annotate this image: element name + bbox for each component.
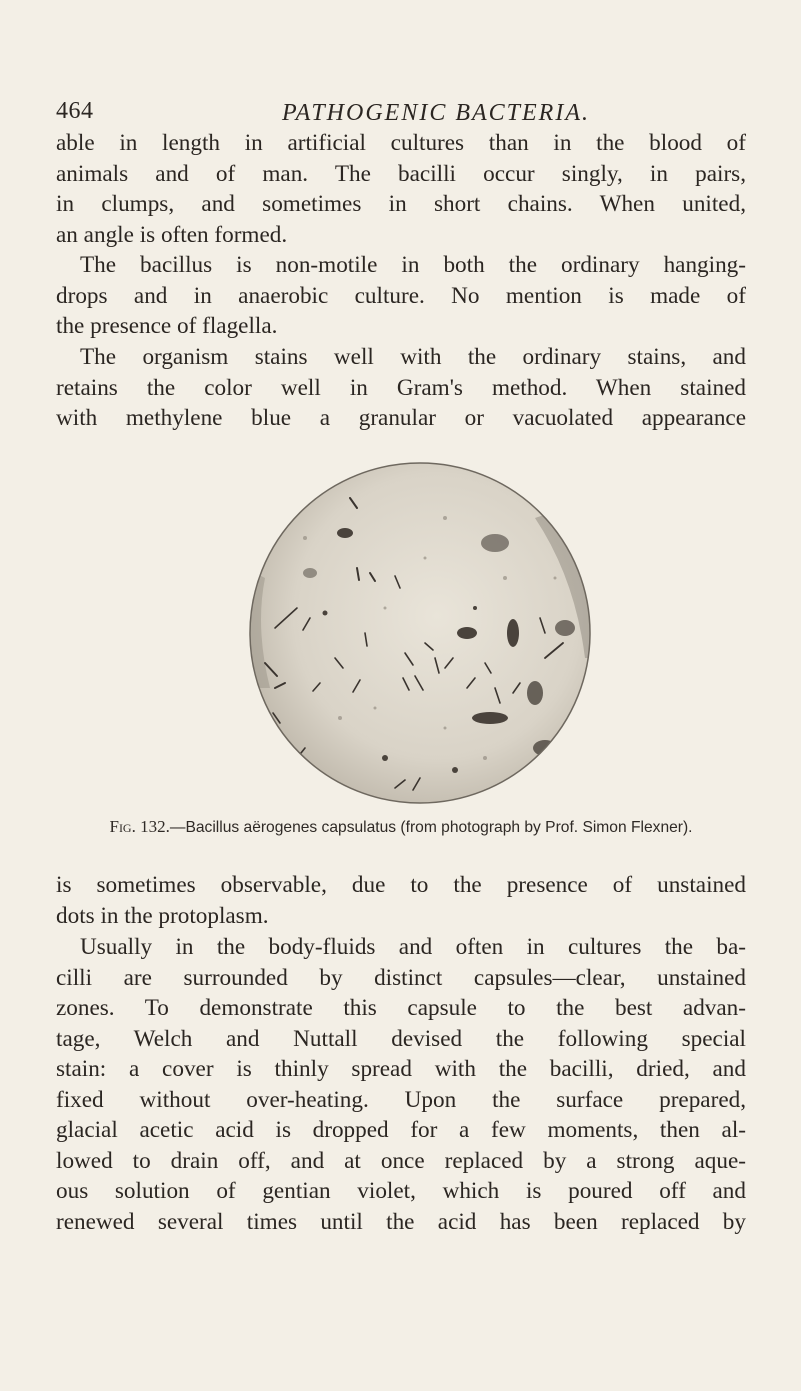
figure-caption-text: —Bacillus aërogenes capsulatus (from photograph by Prof. Simon Flexner).	[169, 819, 693, 836]
bacillus-micrograph-image	[245, 458, 595, 808]
figure-label: Fig. 132.	[109, 817, 170, 836]
text-line: tage, Welch and Nuttall devised the following special	[56, 1025, 746, 1052]
paragraph-1	[56, 128, 746, 250]
text-line: glacial acetic acid is dropped for a few moments, then al-	[56, 1117, 746, 1143]
paragraph-5	[56, 932, 746, 1237]
text-line: an angle is often formed.	[56, 221, 288, 248]
running-head: PATHOGENIC BACTERIA.	[282, 100, 590, 126]
text-line: The bacillus is non-motile in both the ordinary hanging-	[80, 252, 746, 278]
text-line: in clumps, and sometimes in short chains. When united,	[56, 191, 746, 217]
paragraph-4	[56, 870, 746, 931]
text-line: with methylene blue a granular or vacuolated appearance	[56, 405, 746, 431]
text-line: stain: a cover is thinly spread with the bacilli, dried, and	[56, 1056, 746, 1082]
text-line: lowed to drain off, and at once replaced by a strong aque-	[56, 1147, 746, 1174]
micrograph-figure	[245, 458, 595, 813]
text-line: dots in the protoplasm.	[56, 902, 269, 929]
text-line: drops and in anaerobic culture. No mention is made of	[56, 282, 746, 309]
text-line: ous solution of gentian violet, which is poured off and	[56, 1178, 746, 1204]
paragraph-3	[56, 342, 746, 434]
text-line: The organism stains well with the ordinary stains, and	[80, 344, 746, 370]
text-line: retains the color well in Gram's method. When stained	[56, 374, 746, 401]
text-line: the presence of flagella.	[56, 313, 278, 339]
text-line: Usually in the body-fluids and often in cultures the ba-	[80, 934, 746, 960]
text-line: able in length in artificial cultures than in the blood of	[56, 130, 746, 156]
text-line: cilli are surrounded by distinct capsules—clear, unstained	[56, 964, 746, 991]
text-line: zones. To demonstrate this capsule to the best advan-	[56, 995, 746, 1021]
text-line: animals and of man. The bacilli occur singly, in pairs,	[56, 160, 746, 187]
text-line: is sometimes observable, due to the presence of unstained	[56, 872, 746, 898]
text-line: renewed several times until the acid has been replaced by	[56, 1208, 746, 1235]
page-number: 464	[56, 98, 94, 124]
figure-caption	[58, 815, 744, 839]
text-line: fixed without over-heating. Upon the surface prepared,	[56, 1086, 746, 1113]
paragraph-2	[56, 250, 746, 342]
